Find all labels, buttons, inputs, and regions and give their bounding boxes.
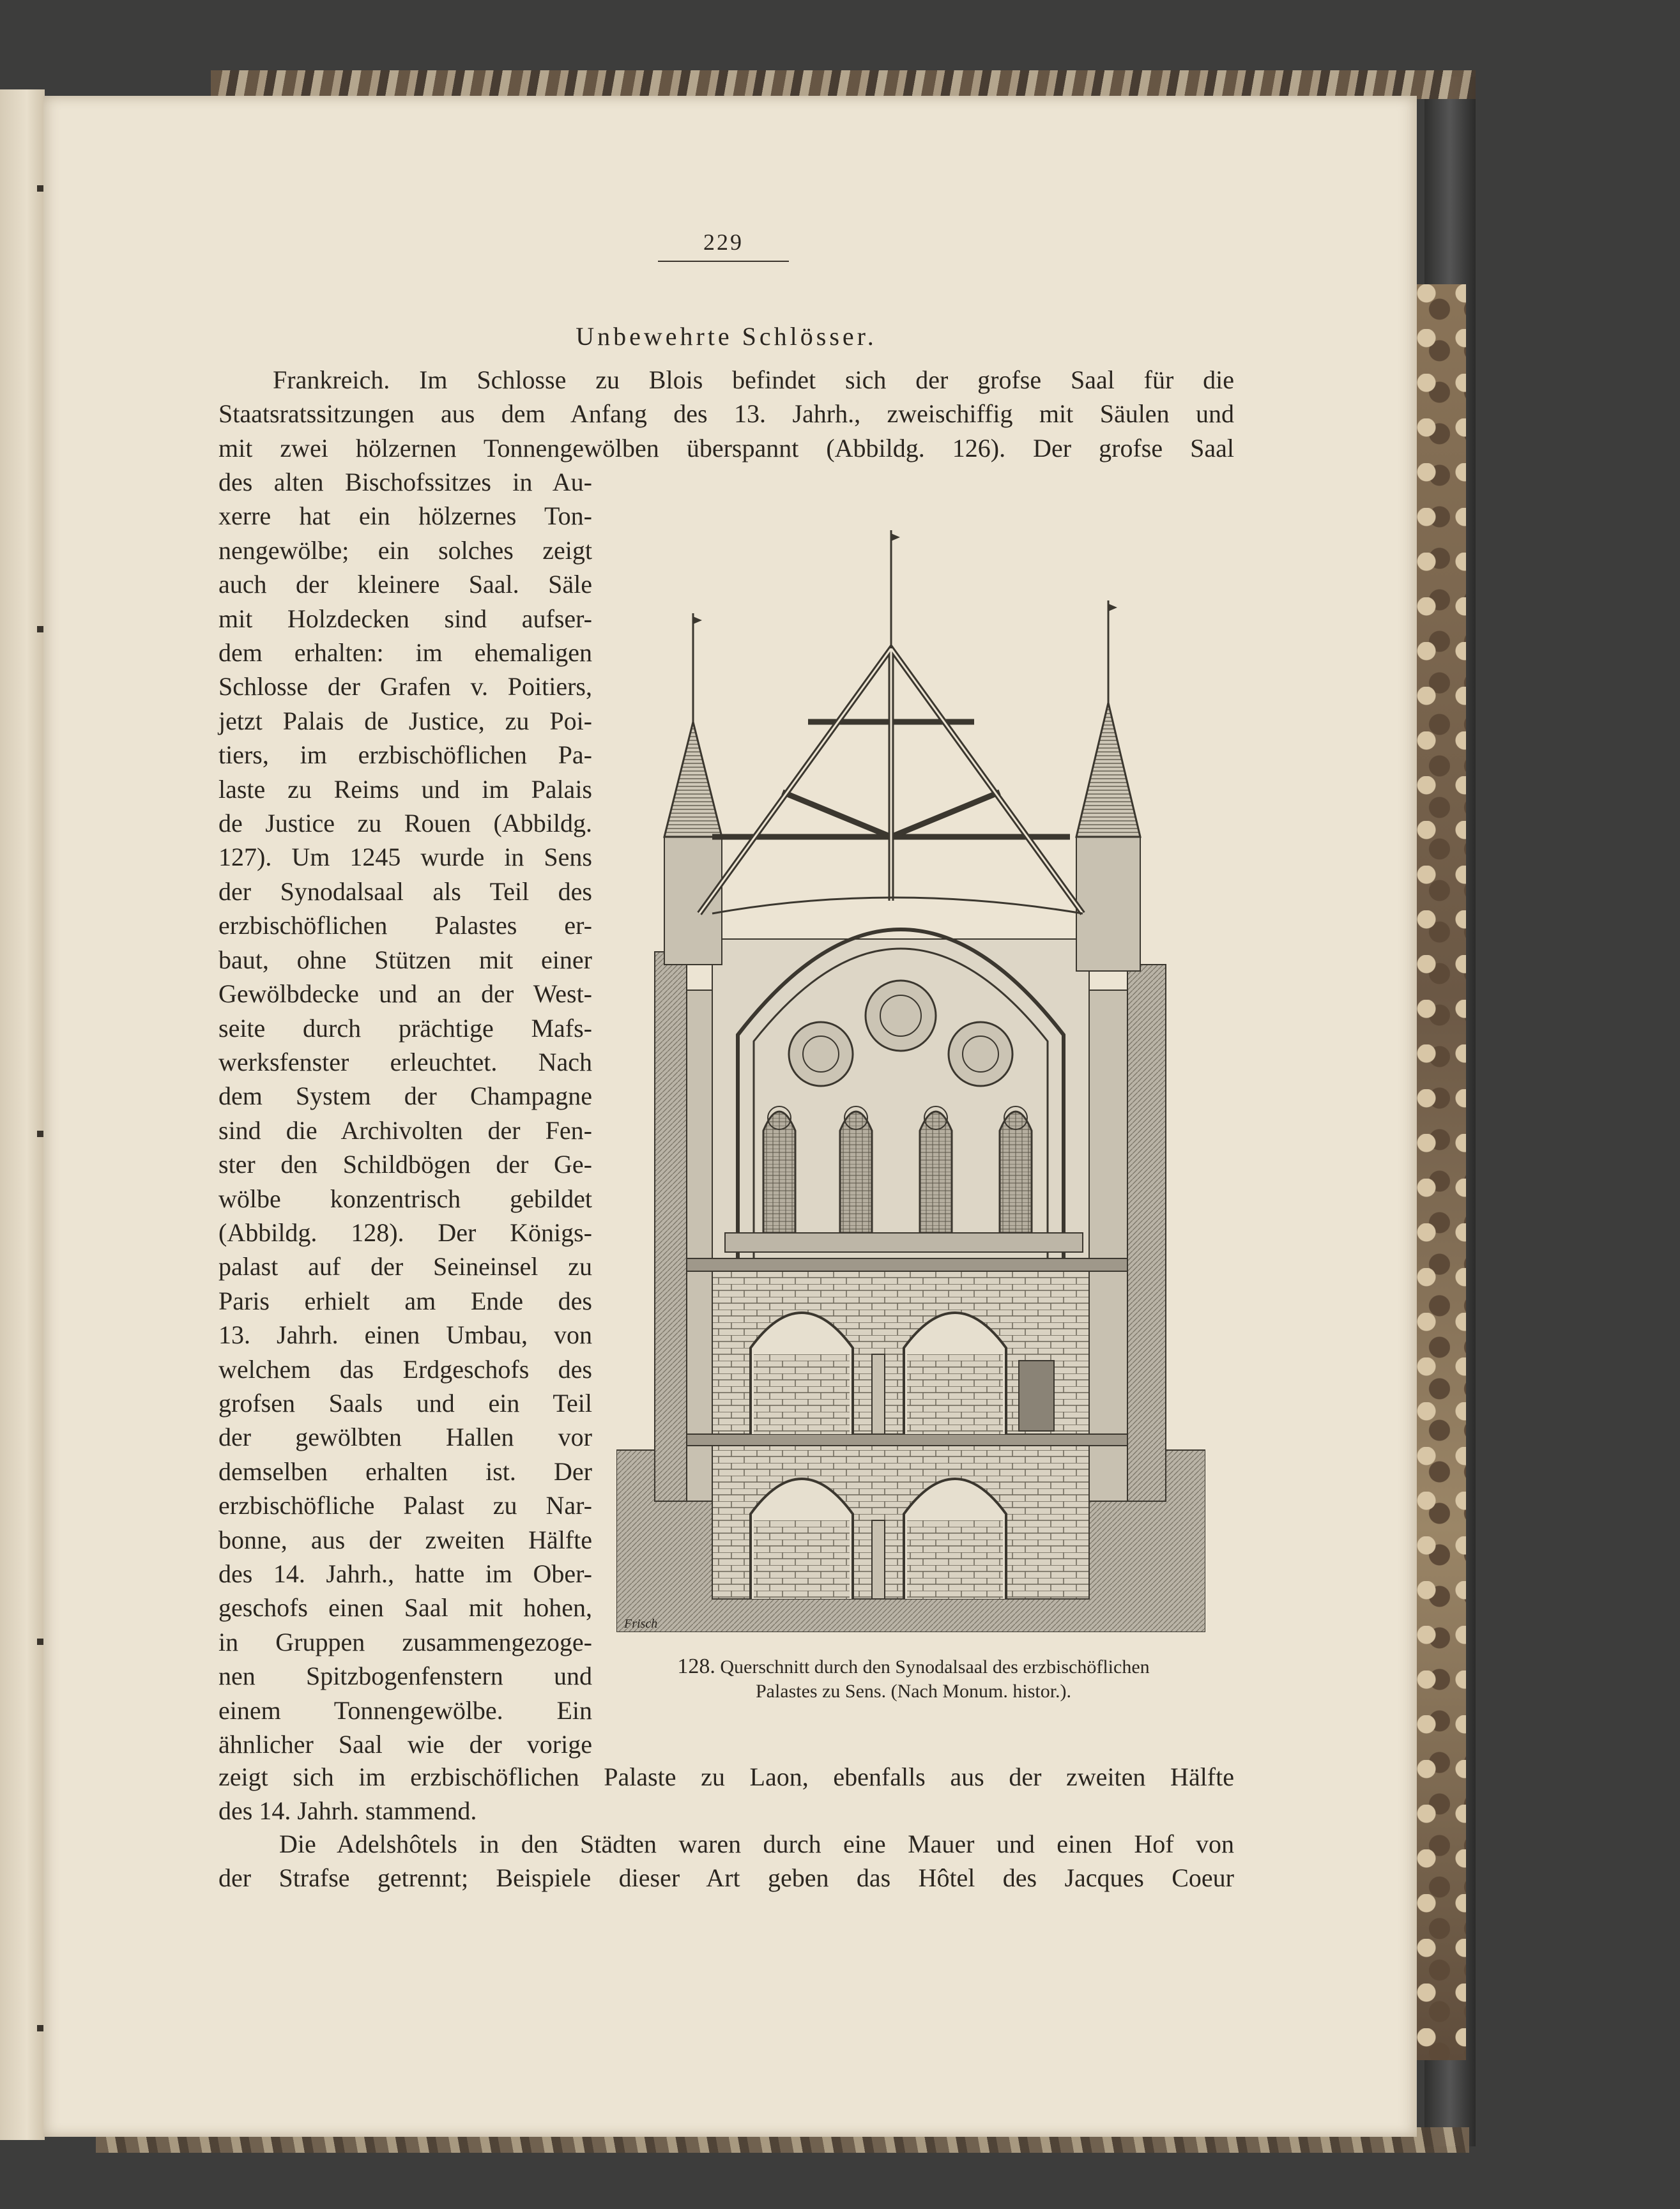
text-line: des alten Bischofssitzes in Au- [218,468,592,496]
caption-line-1: Querschnitt durch den Synodalsaal des erzbischöflichen [720,1656,1150,1678]
text-line: erzbischöflichen Palastes er- [218,911,592,940]
text-line: (Abbildg. 128). Der Königs- [218,1218,592,1247]
text-line: des 14. Jahrh., hatte im Ober- [218,1559,592,1588]
page-mark [37,1131,43,1137]
text-line: wölbe konzentrisch gebildet [218,1184,592,1213]
text-line: des 14. Jahrh. stammend. [218,1796,477,1826]
text-line: der Strafse getrennt; Beispiele dieser Art geben das Hôtel des Jacques Coeur [218,1863,1234,1893]
marbled-edge-right [1415,284,1466,2060]
text-line: Gewölbdecke und an der West- [218,979,592,1009]
section-title: Unbewehrte Schlösser. [576,322,877,351]
text-line: Paris erhielt am Ende des [218,1286,592,1315]
text-line: de Justice zu Rouen (Abbildg. [218,809,592,838]
text-line: baut, ohne Stützen mit einer [218,945,592,974]
text-line: 13. Jahrh. einen Umbau, von [218,1320,592,1350]
page-mark [37,1639,43,1645]
text-line: der Synodalsaal als Teil des [218,876,592,906]
text-line: sind die Archivolten der Fen- [218,1115,592,1145]
text-line: mit Holzdecken sind aufser- [218,604,592,633]
text-line: Schlosse der Grafen v. Poitiers, [218,672,592,701]
text-line: palast auf der Seineinsel zu [218,1252,592,1281]
paragraph-side-column [218,465,592,1761]
text-line: Frankreich. Im Schlosse zu Blois befindet sich der grofse Saal für die [273,365,1234,394]
text-line: dem System der Champagne [218,1082,592,1111]
text-line: ähnlicher Saal wie der vorige [218,1730,592,1759]
text-line: laste zu Reims und im Palais [218,774,592,804]
caption-line-2: Palastes zu Sens. (Nach Monum. histor.). [755,1681,1072,1702]
text-line: welchem das Erdgeschofs des [218,1354,592,1384]
artist-signature: Frisch [624,1617,658,1631]
text-line: seite durch prächtige Mafs- [218,1013,592,1043]
page-mark [37,626,43,632]
page-mark [37,185,43,192]
text-line: tiers, im erzbischöflichen Pa- [218,740,592,770]
text-line: nen Spitzbogenfenstern und [218,1662,592,1691]
text-line: demselben erhalten ist. Der [218,1456,592,1486]
text-line: nengewölbe; ein solches zeigt [218,535,592,565]
text-line: 127). Um 1245 wurde in Sens [218,843,592,872]
paragraph-last [218,1827,1234,1895]
text-line: mit zwei hölzernen Tonnengewölben überspannt (Abbildg. 126). Der grofse Saal [218,433,1234,462]
text-line: erzbischöfliche Palast zu Nar- [218,1491,592,1520]
text-line: Staatsratssitzungen aus dem Anfang des 13. Jahrh., zweischiffig mit Säulen und [218,399,1234,429]
text-line: auch der kleinere Saal. Säle [218,570,592,599]
text-line: grofsen Saals und ein Teil [218,1388,592,1418]
caption-number: 128. [677,1655,715,1678]
facing-page-edge [0,89,45,2140]
marbled-edge-top [211,70,1476,99]
text-line: jetzt Palais de Justice, zu Poi- [218,706,592,735]
paragraph-top [218,363,1234,465]
text-line: Die Adelshôtels in den Städten waren durch eine Mauer und einen Hof von [279,1830,1234,1858]
text-line: in Gruppen zusammengezoge- [218,1627,592,1656]
cross-section-illustration [616,505,1205,1632]
text-line: geschofs einen Saal mit hohen, [218,1593,592,1623]
text-line: zeigt sich im erzbischöflichen Palaste zu Laon, ebenfalls aus der zweiten Hälfte [218,1762,1234,1791]
text-line: bonne, aus der zweiten Hälfte [218,1525,592,1554]
text-line: ster den Schildbögen der Ge- [218,1150,592,1179]
text-line: werksfenster erleuchtet. Nach [218,1047,592,1076]
paragraph-bottom [218,1760,1234,1828]
text-line: xerre hat ein hölzernes Ton- [218,501,592,531]
text-line: der gewölbten Hallen vor [218,1423,592,1452]
text-line: einem Tonnengewölbe. Ein [218,1695,592,1725]
page-mark [37,2025,43,2031]
text-line: dem erhalten: im ehemaligen [218,638,592,668]
page-number: 229 [658,229,789,262]
figure-caption [620,1655,1207,1704]
